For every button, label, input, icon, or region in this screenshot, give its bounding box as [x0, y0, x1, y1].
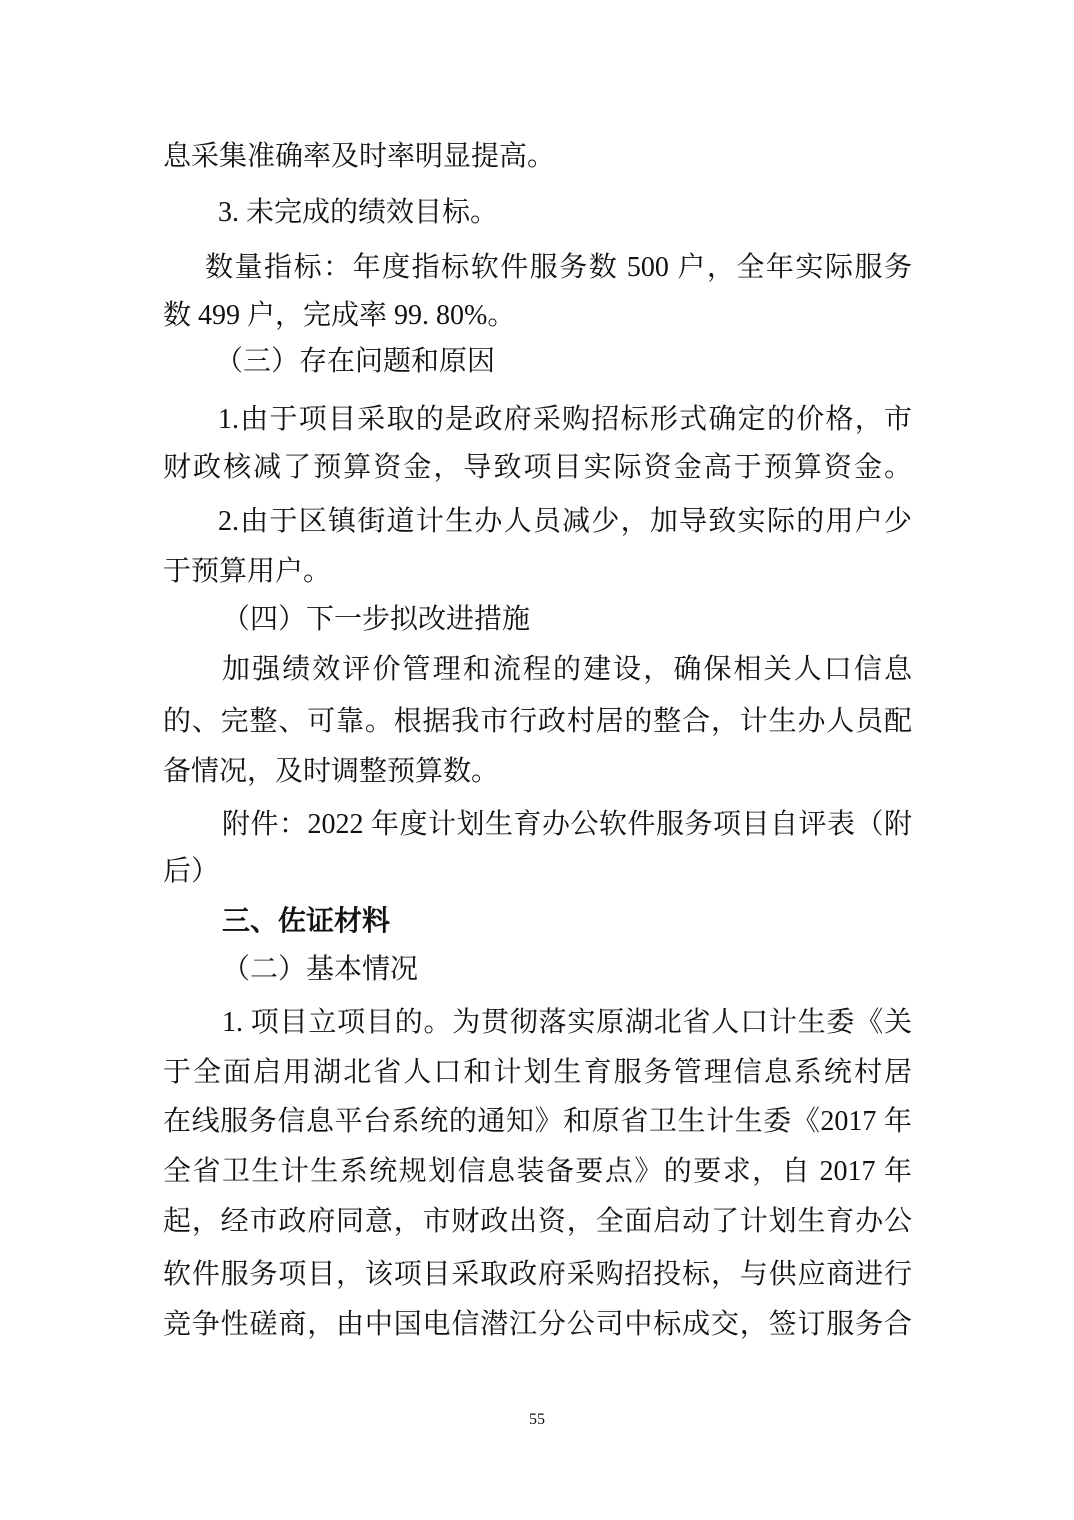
section-heading: （三）存在问题和原因 [215, 346, 496, 377]
paragraph-line: 的、完整、可靠。根据我市行政村居的整合，计生办人员配 [163, 706, 912, 737]
page-number: 55 [529, 1411, 545, 1428]
paragraph-line: 备情况，及时调整预算数。 [163, 756, 500, 787]
paragraph-line: 于全面启用湖北省人口和计划生育服务管理信息系统村居 [163, 1057, 912, 1088]
attachment-line: 后） [163, 856, 220, 887]
chapter-heading: 三、佐证材料 [222, 906, 391, 937]
paragraph-line: 数量指标：年度指标软件服务数 500 户，全年实际服务 [205, 252, 912, 283]
paragraph-line: 1. 项目立项目的。为贯彻落实原湖北省人口计生委《关 [222, 1007, 912, 1038]
paragraph-line: 于预算用户。 [163, 556, 332, 587]
paragraph-line: 2.由于区镇街道计生办人员减少，加导致实际的用户少 [218, 506, 912, 537]
paragraph-line: 起，经市政府同意，市财政出资，全面启动了计划生育办公 [163, 1206, 912, 1237]
subheading: 3. 未完成的绩效目标。 [218, 197, 499, 228]
section-heading: （四）下一步拟改进措施 [222, 604, 531, 635]
paragraph-line: 全省卫生计生系统规划信息装备要点》的要求，自 2017 年 [163, 1156, 912, 1187]
paragraph-line: 1.由于项目采取的是政府采购招标形式确定的价格，市 [218, 404, 912, 435]
section-heading: （二）基本情况 [222, 954, 419, 985]
paragraph-line: 在线服务信息平台系统的通知》和原省卫生计生委《2017 年 [163, 1106, 912, 1137]
paragraph-line: 息采集准确率及时率明显提高。 [163, 141, 556, 172]
paragraph-line: 数 499 户，完成率 99. 80%。 [163, 300, 516, 331]
paragraph-line: 财政核减了预算资金，导致项目实际资金高于预算资金。 [163, 452, 912, 483]
paragraph-line: 软件服务项目，该项目采取政府采购招投标，与供应商进行 [163, 1259, 912, 1290]
paragraph-line: 加强绩效评价管理和流程的建设，确保相关人口信息 [222, 654, 912, 685]
paragraph-line: 竞争性磋商，由中国电信潜江分公司中标成交，签订服务合 [163, 1309, 912, 1340]
attachment-line: 附件：2022 年度计划生育办公软件服务项目自评表（附 [222, 809, 912, 840]
